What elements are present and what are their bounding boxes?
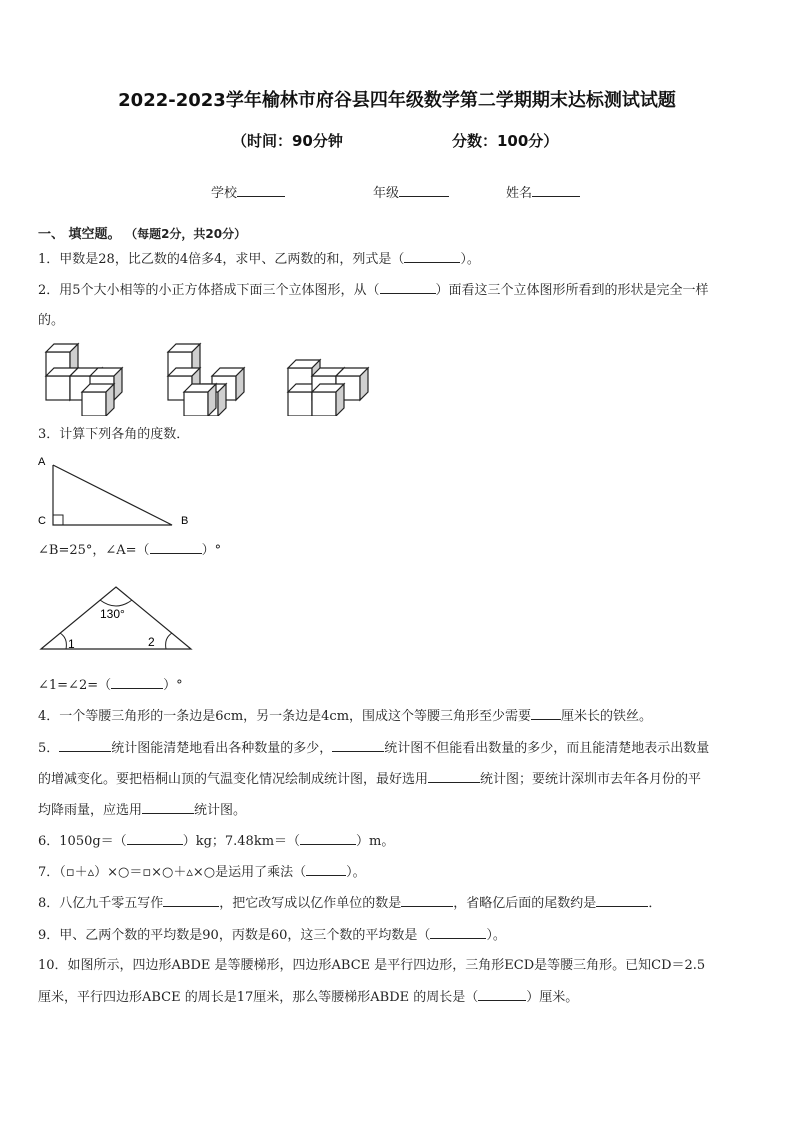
answer-blank[interactable] [163,894,219,907]
answer-blank[interactable] [142,801,194,814]
vertex-a-label: A [38,456,46,468]
grade-label: 年级 [373,186,400,201]
question-4: 4．一个等腰三角形的一条边是6cm，另一条边是4cm，围成这个等腰三角形至少需要 厘米长的铁丝。 [38,709,653,724]
isosceles-triangle-figure [36,582,196,654]
question-2: 2．用5个大小相等的小正方体搭成下面三个立体图形，从（ ）面看这三个立体图形所看到的形状是完全一样 [38,283,709,298]
exam-time: （时间：90分钟 [232,132,343,150]
question-3-answer-1: ∠B=25°，∠A=（ ）° [38,543,222,558]
name-field[interactable] [506,182,580,201]
question-5-line-3: 均降雨量，应选用 统计图。 [38,803,247,818]
answer-blank[interactable] [300,832,356,845]
apex-angle-label: 130° [100,607,125,621]
question-6: 6．1050g＝（ ）kg；7.48km＝（ ）m。 [38,834,395,849]
question-3: 3．计算下列各角的度数． [38,427,190,442]
angle-1-label: 1 [68,637,75,651]
question-5-line-2: 的增减变化。要把梧桐山顶的气温变化情况绘制成统计图，最好选用 统计图；要统计深圳市去年各月份的平 [38,772,702,787]
answer-blank[interactable] [430,926,486,939]
cube-figure-3 [288,360,368,416]
grade-field[interactable] [373,182,449,201]
question-7: 7．（▫＋▵）×○＝▫×○＋▵×○是运用了乘法（ ）。 [38,865,366,880]
question-9: 9．甲、乙两个数的平均数是90，丙数是60，这三个数的平均数是（ ）。 [38,928,506,943]
question-5: 5． 统计图能清楚地看出各种数量的多少， 统计图不但能看出数量的多少，而且能清楚地表示出数量 [38,741,710,756]
school-label: 学校 [211,186,238,201]
answer-blank[interactable] [150,541,202,554]
answer-blank[interactable] [428,770,480,783]
question-10-line-2: 厘米，平行四边形ABCE 的周长是17厘米，那么等腰梯形ABDE 的周长是（ ）厘米。 [38,990,579,1005]
answer-blank[interactable] [332,739,384,752]
answer-blank[interactable] [596,894,648,907]
cube-figures [38,338,388,416]
section-heading: 一、 填空题。 （每题2分，共20分） [38,227,247,242]
answer-blank[interactable] [401,894,453,907]
question-3-answer-2: ∠1=∠2=（ ）° [38,678,183,693]
cube-figure-1 [46,344,122,416]
vertex-c-label: C [38,515,46,527]
question-10: 10．如图所示，四边形ABDE 是等腰梯形，四边形ABCE 是平行四边形，三角形ECD是等腰三角形。已知CD＝2.5 [38,958,706,973]
question-2-cont: 的。 [38,313,65,328]
question-8: 8．八亿九千零五写作 ，把它改写成以亿作单位的数是 ，省略亿后面的尾数约是 ． [38,896,662,911]
page-title: 2022-2023学年榆林市府谷县四年级数学第二学期期末达标测试试题 [118,90,676,111]
answer-blank[interactable] [59,739,111,752]
cube-figure-2 [168,344,244,416]
vertex-b-label: B [181,515,189,527]
answer-blank[interactable] [380,281,436,294]
answer-blank[interactable] [111,676,163,689]
answer-blank[interactable] [531,707,561,720]
right-triangle-figure [36,452,206,532]
school-field[interactable] [211,182,285,201]
answer-blank[interactable] [478,988,526,1001]
name-label: 姓名 [506,186,533,201]
angle-2-label: 2 [148,635,155,649]
exam-score: 分数：100分） [452,132,559,150]
answer-blank[interactable] [127,832,183,845]
answer-blank[interactable] [306,863,346,876]
question-1: 1．甲数是28，比乙数的4倍多4，求甲、乙两数的和，列式是（ ）。 [38,252,480,267]
answer-blank[interactable] [404,250,460,263]
